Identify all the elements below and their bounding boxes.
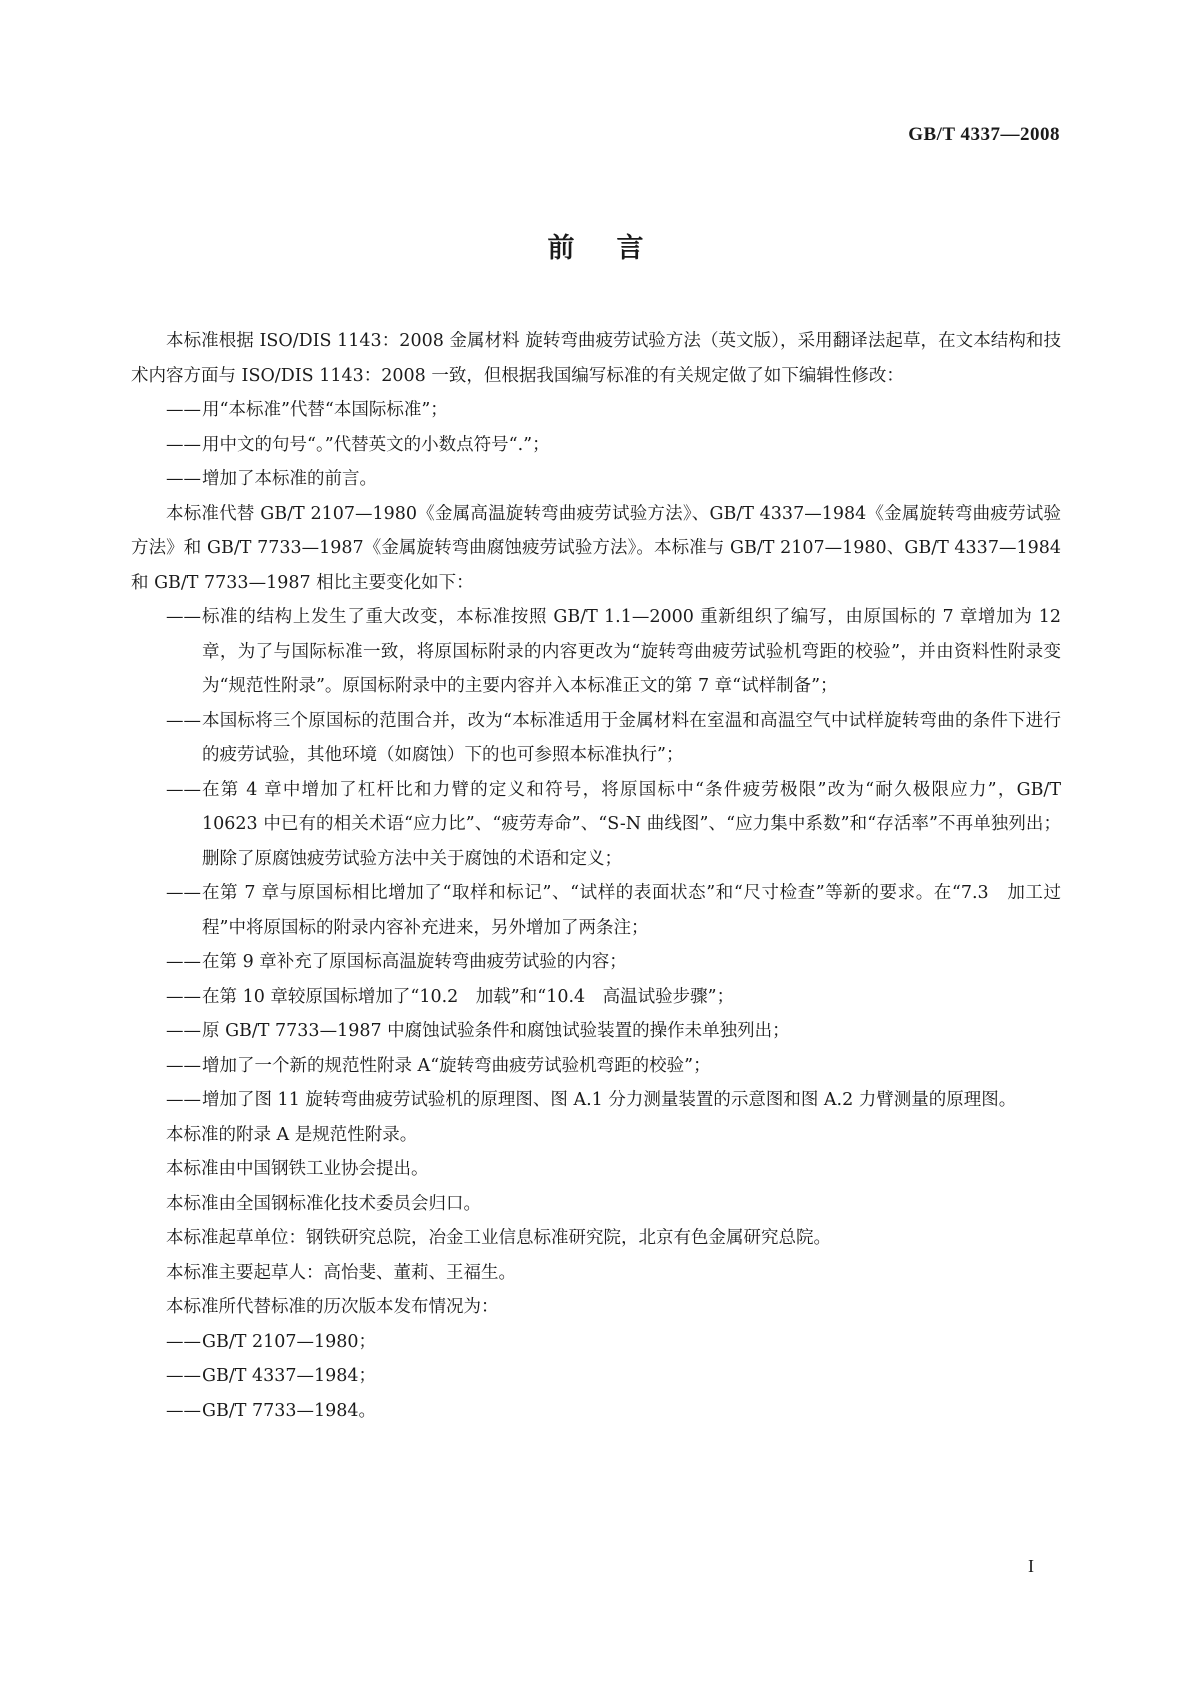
dash-mark: ——: [166, 952, 201, 972]
replacement-paragraph: 本标准代替 GB/T 2107—1980《金属高温旋转弯曲疲劳试验方法》、GB/T 4337—1984《金属旋转弯曲疲劳试验方法》和 GB/T 7733—1987《金属旋转弯曲腐蚀疲劳试验方法》。本标准与 GB/T 2107—1980、GB/T 4337—1984 和 GB/T 7733—1987 相比主要变化如下：: [131, 503, 1061, 593]
list-item: —— 增加了本标准的前言。: [131, 462, 1061, 497]
list-item: —— 本国标将三个原国标的范围合并，改为“本标准适用于金属材料在室温和高温空气中试样旋转弯曲的条件下进行的疲劳试验，其他环境（如腐蚀）下的也可参照本标准执行”；: [131, 704, 1061, 773]
list-item: —— 在第 10 章较原国标增加了“10.2 加载”和“10.4 高温试验步骤”；: [131, 980, 1061, 1015]
dash-mark: ——: [166, 1090, 201, 1110]
dash-mark: ——: [166, 1055, 201, 1076]
list-item: —— GB/T 2107—1980；: [131, 1325, 1061, 1360]
list-item: —— 原 GB/T 7733—1987 中腐蚀试验条件和腐蚀试验装置的操作未单独列出；: [131, 1014, 1061, 1049]
dash-mark: ——: [166, 400, 201, 420]
list-item: —— 增加了图 11 旋转弯曲疲劳试验机的原理图、图 A.1 分力测量装置的示意图和图 A.2 力臂测量的原理图。: [131, 1083, 1061, 1118]
proposer-paragraph: 本标准由中国钢铁工业协会提出。: [166, 1159, 429, 1179]
dash-mark: ——: [166, 779, 201, 800]
foreword-body: [131, 324, 1061, 1428]
page-number: I: [1028, 1556, 1034, 1576]
standard-code: GB/T 4337—2008: [908, 124, 1060, 145]
dash-mark: ——: [166, 986, 201, 1007]
history-paragraph: 本标准所代替标准的历次版本发布情况为：: [166, 1297, 499, 1317]
annex-paragraph: 本标准的附录 A 是规范性附录。: [166, 1124, 418, 1145]
dash-mark: ——: [166, 710, 201, 731]
list-item: —— 在第 4 章中增加了杠杆比和力臂的定义和符号，将原国标中“条件疲劳极限”改为“耐久极限应力”，GB/T 10623 中已有的相关术语“应力比”、“疲劳寿命”、“S-N 曲线图”、“应力集中系数”和“存活率”不再单独列出；删除了原腐蚀疲劳试验方法中关于腐蚀的术语和定义；: [131, 773, 1061, 877]
dash-mark: ——: [166, 1331, 201, 1352]
list-item: —— 在第 9 章补充了原国标高温旋转弯曲疲劳试验的内容；: [131, 945, 1061, 980]
dash-mark: ——: [166, 883, 201, 903]
dash-mark: ——: [166, 434, 201, 455]
list-item: —— 在第 7 章与原国标相比增加了“取样和标记”、“试样的表面状态”和“尺寸检查”等新的要求。在“7.3 加工过程”中将原国标的附录内容补充进来，另外增加了两条注；: [131, 876, 1061, 945]
list-item: —— 用中文的句号“。”代替英文的小数点符号“.”；: [131, 428, 1061, 463]
drafters-paragraph: 本标准主要起草人：高怡斐、董莉、王福生。: [166, 1262, 516, 1283]
committee-paragraph: 本标准由全国钢标准化技术委员会归口。: [166, 1193, 481, 1214]
list-item: —— 标准的结构上发生了重大改变，本标准按照 GB/T 1.1—2000 重新组织了编写，由原国标的 7 章增加为 12 章，为了与国际标准一致，将原国标附录的内容更改为“旋转弯曲疲劳试验机弯距的校验”，并由资料性附录变为“规范性附录”。原国标附录中的主要内容并入本标准正文的第 7 章“试样制备”；: [131, 600, 1061, 704]
page-title: 前言: [547, 233, 686, 264]
list-item: —— 用“本标准”代替“本国际标准”；: [131, 393, 1061, 428]
dash-mark: ——: [166, 1400, 201, 1421]
list-item: —— 增加了一个新的规范性附录 A“旋转弯曲疲劳试验机弯距的校验”；: [131, 1049, 1061, 1084]
intro-paragraph: 本标准根据 ISO/DIS 1143：2008 金属材料 旋转弯曲疲劳试验方法（英文版），采用翻译法起草，在文本结构和技术内容方面与 ISO/DIS 1143：2008 一致，但根据我国编写标准的有关规定做了如下编辑性修改：: [131, 331, 1061, 386]
list-item: —— GB/T 4337—1984；: [131, 1359, 1061, 1394]
dash-mark: ——: [166, 469, 201, 489]
list-item: —— GB/T 7733—1984。: [131, 1394, 1061, 1429]
dash-mark: ——: [166, 607, 201, 627]
dash-mark: ——: [166, 1366, 201, 1386]
drafting-units-paragraph: 本标准起草单位：钢铁研究总院，冶金工业信息标准研究院，北京有色金属研究总院。: [166, 1228, 831, 1248]
dash-mark: ——: [166, 1021, 201, 1041]
